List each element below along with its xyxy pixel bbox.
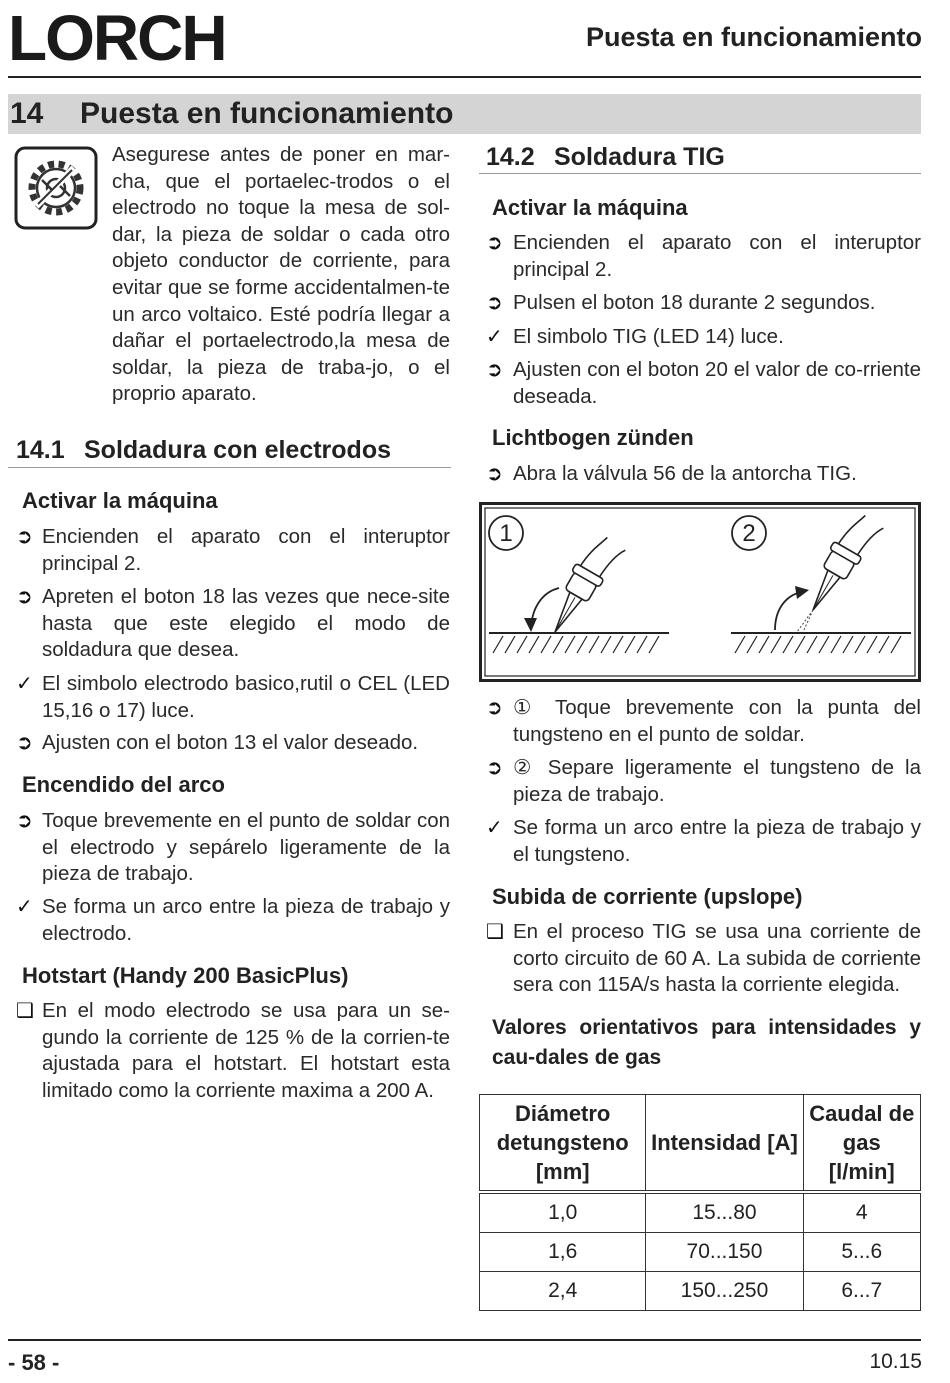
section-rule [479, 173, 921, 174]
step-2-label: 2 [742, 520, 756, 547]
list-item: Encienden el aparato con el interuptor principal 2. [42, 525, 450, 575]
check-bullet-icon: ✓ [486, 817, 503, 839]
check-bullet-icon: ✓ [16, 673, 33, 695]
list-item: Pulsen el boton 18 durante 2 segundos. [513, 291, 876, 314]
column-header: Diámetro detungsteno [mm] [480, 1095, 646, 1193]
footer-rule [8, 1339, 921, 1341]
table-cell: 5...6 [803, 1233, 920, 1272]
table-cell: 15...80 [646, 1192, 803, 1233]
section-rule [8, 467, 451, 468]
section-number: 14.2 [486, 143, 535, 171]
arrow-bullet-icon: ➲ [16, 810, 33, 832]
chapter-heading [8, 94, 921, 134]
section-heading-14-2 [486, 143, 725, 172]
column-header: Intensidad [A] [646, 1095, 803, 1193]
chapter-title: Puesta en funcionamiento [80, 97, 454, 130]
list-item: Ajusten con el boton 13 el valor deseado. [42, 731, 419, 754]
checkbox-bullet-icon: ❑ [16, 1000, 34, 1022]
table-cell: 6...7 [803, 1272, 920, 1311]
subheading-activar-right: Activar la máquina [492, 195, 688, 220]
header-rule [8, 76, 921, 78]
arrow-bullet-icon: ➲ [486, 292, 503, 314]
table-row [480, 1233, 921, 1272]
subheading-upslope: Subida de corriente (upslope) [492, 884, 803, 909]
section-title: Soldadura con electrodos [84, 436, 392, 464]
subheading-hotstart: Hotstart (Handy 200 BasicPlus) [22, 963, 349, 988]
list-item: ① Toque brevemente con la punta del tungsteno en el punto de soldar. [513, 696, 921, 746]
arrow-bullet-icon: ➲ [486, 232, 503, 254]
subheading-activar-left: Activar la máquina [22, 488, 218, 513]
intro-paragraph: Asegurese antes de poner en mar-cha, que el portaelec-trodos o el electrodo no toque la mesa de sol-dar, la pieza de soldar o cada otro objeto conductor de corriente, para evitar que se forme accidentalmen-te un arco voltaico. Esté podría llegar a dañar el portaelectrodo,la mesa de soldar, la pieza de traba-jo, o el proprio aparato. [112, 143, 450, 406]
list-item: Toque brevemente en el punto de soldar con el electrodo y sepárelo ligeramente de la pieza de trabajo. [42, 809, 450, 886]
list-item: Abra la válvula 56 de la antorcha TIG. [513, 462, 857, 485]
arrow-bullet-icon: ➲ [16, 732, 33, 754]
brand-logo: LORCH [8, 2, 226, 74]
arrow-bullet-icon: ➲ [16, 586, 33, 608]
list-item: El simbolo electrodo basico,rutil o CEL (LED 15,16 o 17) luce. [42, 672, 450, 722]
running-header-title: Puesta en funcionamiento [585, 22, 922, 52]
chapter-number: 14 [10, 97, 44, 130]
tig-ignition-figure [479, 502, 921, 682]
list-item: Se forma un arco entre la pieza de trabajo y electrodo. [42, 895, 450, 945]
check-bullet-icon: ✓ [16, 896, 33, 918]
table-cell: 150...250 [646, 1272, 803, 1311]
list-item: En el proceso TIG se usa una corriente de corto circuito de 60 A. La subida de corriente sera con 115A/s hasta la corriente elegida. [513, 920, 921, 997]
table-cell: 1,6 [480, 1233, 646, 1272]
table-row [480, 1192, 921, 1233]
table-header-row [480, 1095, 921, 1193]
list-item: En el modo electrodo se usa para un se-gundo la corriente de 125 % de la corrien-te ajustada para el hotstart. El hotstart esta limitado como la corriente maxima a 200 A. [42, 999, 450, 1102]
table-cell: 1,0 [480, 1192, 646, 1233]
table-row [480, 1272, 921, 1311]
edition-date: 10.15 [869, 1350, 922, 1373]
column-header: Caudal de gas [l/min] [803, 1095, 920, 1193]
subheading-encendido: Encendido del arco [22, 772, 225, 797]
section-title: Soldadura TIG [554, 143, 725, 171]
section-heading-14-1 [16, 436, 391, 465]
list-item: Se forma un arco entre la pieza de trabajo y el tungsteno. [513, 816, 921, 866]
arrow-bullet-icon: ➲ [486, 757, 503, 779]
table-cell: 70...150 [646, 1233, 803, 1272]
table-caption: Valores orientativos para intensidades y cau-dales de gas [492, 1016, 921, 1069]
list-item: Apreten el boton 18 las vezes que nece-site hasta que este elegido el modo de soldadura que desea. [42, 585, 450, 662]
subheading-lichtbogen: Lichtbogen zünden [492, 425, 694, 450]
arrow-bullet-icon: ➲ [486, 359, 503, 381]
list-item: ② Separe ligeramente el tungsteno de la pieza de trabajo. [513, 756, 921, 806]
section-number: 14.1 [16, 436, 65, 464]
list-item: Ajusten con el boton 20 el valor de co-rriente deseada. [513, 358, 921, 408]
arrow-bullet-icon: ➲ [486, 697, 503, 719]
gear-warning-icon [14, 146, 98, 230]
arrow-bullet-icon: ➲ [16, 526, 33, 548]
list-item: Encienden el aparato con el interuptor principal 2. [513, 231, 921, 281]
list-item: El simbolo TIG (LED 14) luce. [513, 325, 784, 348]
values-table [479, 1094, 921, 1311]
check-bullet-icon: ✓ [486, 326, 503, 348]
table-cell: 4 [803, 1192, 920, 1233]
step-1-label: 1 [499, 520, 513, 547]
checkbox-bullet-icon: ❑ [486, 921, 504, 943]
arrow-bullet-icon: ➲ [486, 463, 503, 485]
page-number: - 58 - [8, 1350, 60, 1375]
table-cell: 2,4 [480, 1272, 646, 1311]
